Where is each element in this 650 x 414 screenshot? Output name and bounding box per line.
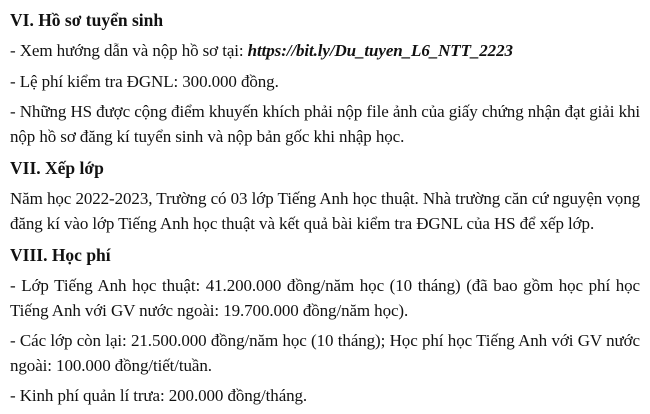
bonus-points-item: - Những HS được cộng điểm khuyến khích phải nộp file ảnh của giấy chứng nhận đạt giải khi nộp hồ sơ đăng kí tuyển sinh và nộp bản gốc khi nhập học. — [10, 102, 640, 146]
instruction-item — [10, 36, 640, 67]
tuition-item: - Các lớp còn lại: 21.500.000 đồng/năm học (10 tháng); Học phí học Tiếng Anh với GV nước ngoài: 100.000 đồng/tiết/tuần. — [10, 331, 640, 375]
instruction-text: - Xem hướng dẫn và nộp hồ sơ tại: — [10, 41, 248, 60]
section-xep-lop — [10, 152, 640, 239]
section-ho-so-tuyen-sinh — [10, 4, 640, 152]
section-heading: VIII. Học phí — [10, 245, 111, 265]
section-heading: VII. Xếp lớp — [10, 158, 104, 178]
section-heading: VI. Hồ sơ tuyển sinh — [10, 10, 164, 30]
tuition-item: - Kinh phí quản lí trưa: 200.000 đồng/tháng. — [10, 386, 308, 405]
registration-link[interactable]: https://bit.ly/Du_tuyen_L6_NTT_2223 — [247, 41, 513, 60]
fee-item: - Lệ phí kiểm tra ĐGNL: 300.000 đồng. — [10, 71, 279, 91]
tuition-item: - Lớp Tiếng Anh học thuật: 41.200.000 đồng/năm học (10 tháng) (đã bao gồm học phí học Tiếng Anh với GV nước ngoài: 19.700.000 đồng/năm học). — [10, 276, 640, 320]
section-hoc-phi — [10, 239, 640, 412]
class-assignment-paragraph: Năm học 2022-2023, Trường có 03 lớp Tiếng Anh học thuật. Nhà trường căn cứ nguyện vọng đăng kí vào lớp Tiếng Anh học thuật và kết quả bài kiểm tra ĐGNL của HS để xếp lớp. — [10, 189, 640, 233]
